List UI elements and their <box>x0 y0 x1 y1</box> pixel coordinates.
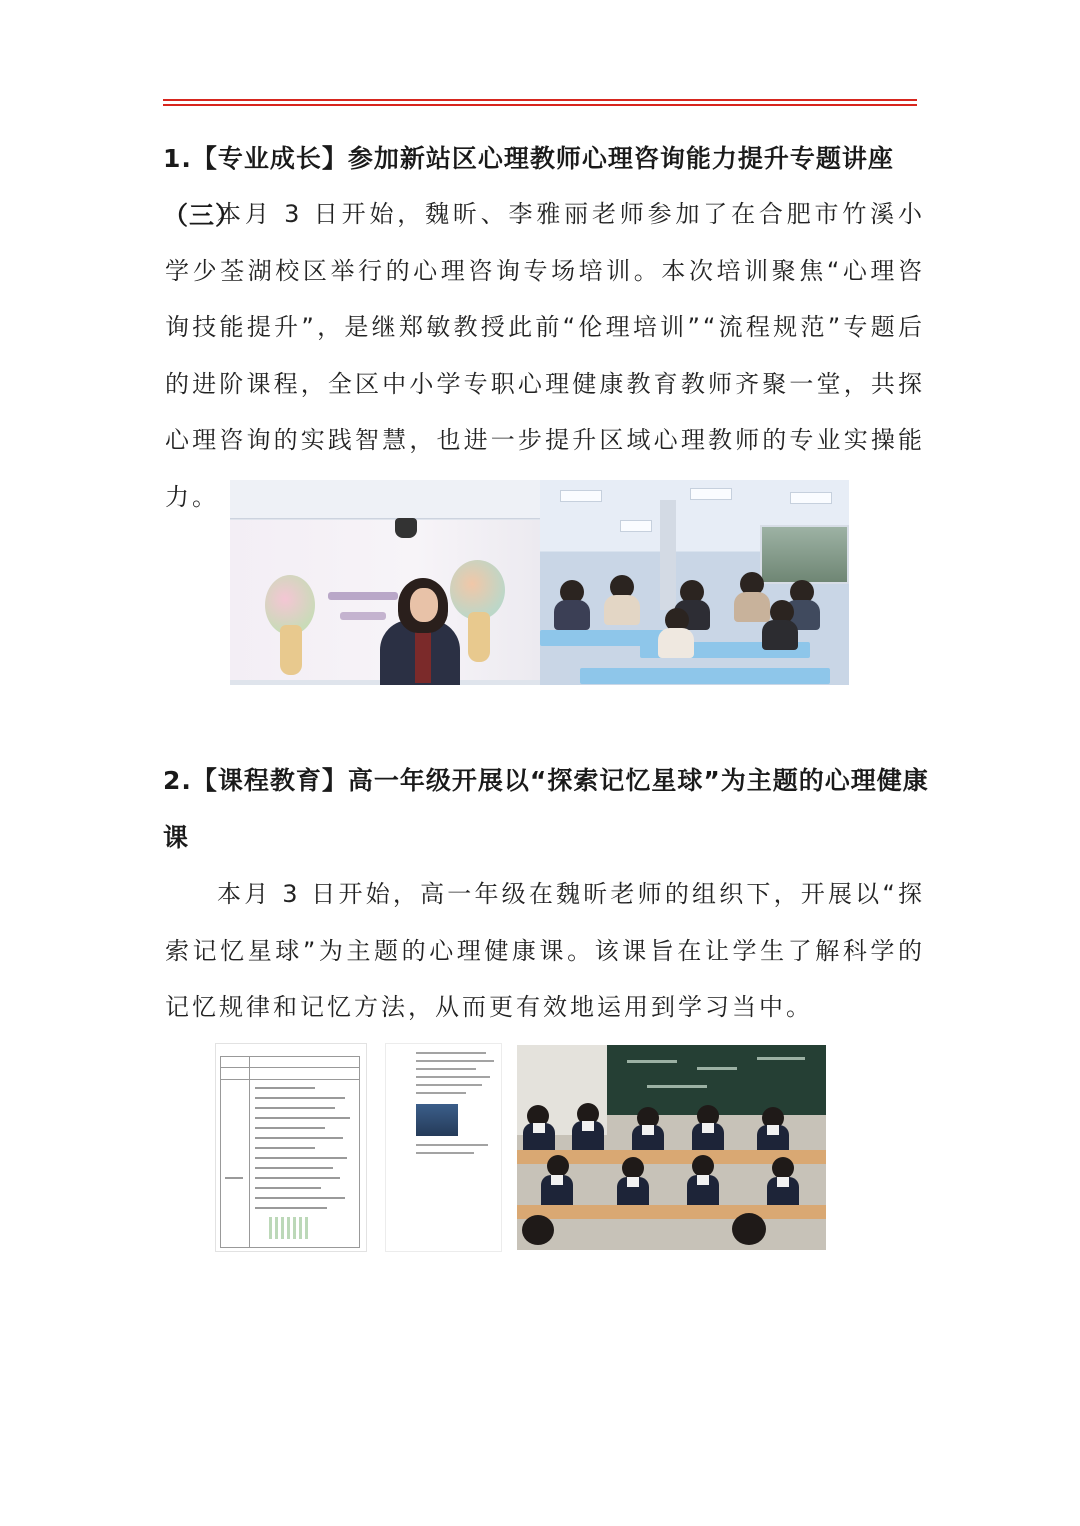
lecture-speaker-photo <box>230 480 540 685</box>
header-rule-top <box>163 99 917 101</box>
student-classroom-photo <box>517 1045 826 1250</box>
lesson-notes-document-image <box>385 1043 502 1252</box>
section-1-heading: 1.【专业成长】参加新站区心理教师心理咨询能力提升专题讲座（三） <box>163 144 894 230</box>
section-2-heading: 2.【课程教育】高一年级开展以“探索记忆星球”为主题的心理健康课 <box>163 766 929 852</box>
header-rule-bottom <box>163 104 917 106</box>
training-classroom-photo <box>540 480 849 685</box>
section-2-paragraph: 本月 3 日开始，高一年级在魏昕老师的组织下，开展以“探索记忆星球”为主题的心理健康课。该课旨在让学生了解科学的记忆规律和记忆方法，从而更有效地运用到学习当中。 <box>165 880 925 1021</box>
lesson-plan-document-image <box>215 1043 367 1252</box>
section-1-paragraph: 本月 3 日开始，魏昕、李雅丽老师参加了在合肥市竹溪小学少荃湖校区举行的心理咨询专场培训。本次培训聚焦“心理咨询技能提升”，是继郑敏教授此前“伦理培训”“流程规范”专题后的进阶课程，全区中小学专职心理健康教育教师齐聚一堂，共探心理咨询的实践智慧，也进一步提升区域心理教师的专业实操能力。 <box>165 200 925 511</box>
